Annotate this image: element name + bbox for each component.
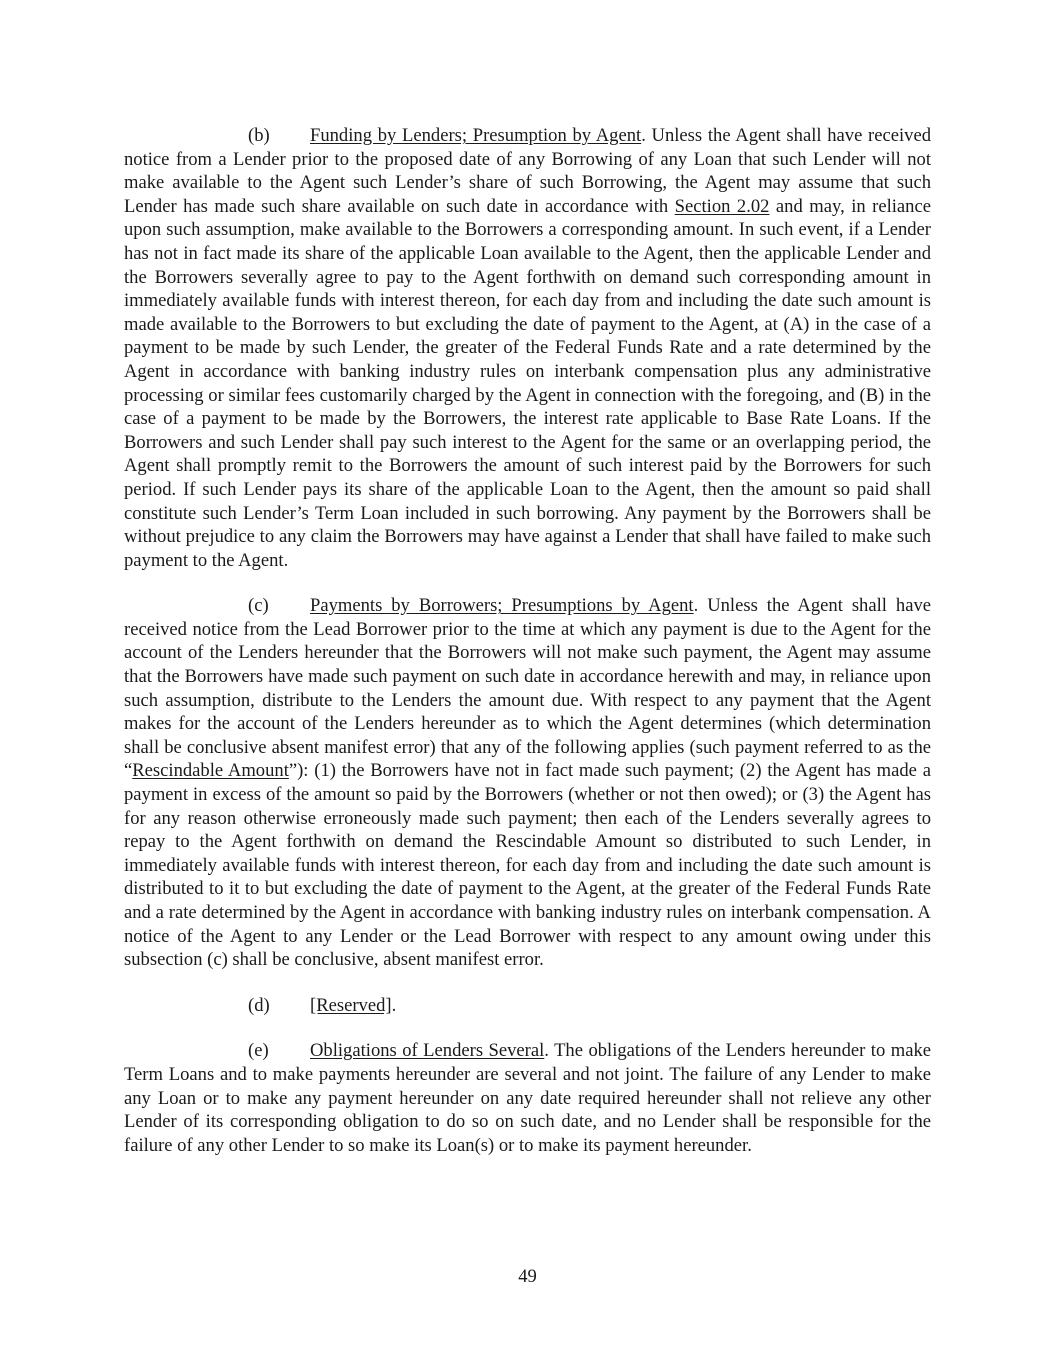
section-e-paragraph (124, 1039, 931, 1157)
document-page (124, 124, 931, 1179)
section-c-heading: Payments by Borrowers; Presumptions by Agent (310, 595, 694, 617)
section-d-label: (d) (248, 994, 270, 1016)
section-b-label: (b) (248, 125, 270, 146)
rescindable-amount-term: Rescindable Amount (132, 760, 289, 782)
section-d-heading: [Reserved] (310, 994, 392, 1016)
section-c-paragraph (124, 594, 931, 972)
section-e-text-1: . The obligations of the Lenders hereunder to make Term Loans and to make payments hereunder are several and not joint. The failure of any Lender to make any Loan or to make any payment hereunder on any date required hereunder shall not relieve any other Lender of its corresponding obligation to do so on such date, and no Lender shall be responsible for the failure of any other Lender to so make its Loan(s) or to make its payment hereunder. (124, 1040, 931, 1156)
section-b-text-1: . Unless the Agent shall have received notice from a Lender prior to the proposed date of any Borrowing of any Loan that such Lender will not make available to the Agent such Lender’s share of such Borrowing, the Agent may assume that such Lender has made such share available on such date in accordance with (124, 125, 932, 217)
page-number: 49 (518, 1266, 537, 1287)
section-2-02-reference: Section 2.02 (674, 195, 770, 217)
section-e-label: (e) (248, 1040, 269, 1062)
section-c-label: (c) (248, 595, 269, 617)
section-d-paragraph (124, 994, 931, 1018)
section-b-paragraph (124, 124, 931, 572)
section-d-text-1: . (391, 994, 397, 1016)
section-e-heading: Obligations of Lenders Several (310, 1040, 545, 1062)
section-b-heading: Funding by Lenders; Presumption by Agent (310, 125, 642, 146)
section-b-text-2: and may, in reliance upon such assumption, make available to the Borrowers a corresponding amount. In such event, if a Lender has not in fact made its share of the applicable Loan available to the Agent, then the applicable Lender and the Borrowers severally agree to pay to the Agent forthwith on demand such corresponding amount in immediately available funds with interest thereon, for each day from and including the date such amount is made available to the Borrowers to but excluding the date of payment to the Agent, at (A) in the case of a payment to be made by such Lender, the greater of the Federal Funds Rate and a rate determined by the Agent in accordance with banking industry rules on interbank compensation plus any administrative processing or similar fees customarily charged by the Agent in connection with the foregoing, and (B) in the case of a payment to be made by the Borrowers, the interest rate applicable to Base Rate Loans. If the Borrowers and such Lender shall pay such interest to the Agent for the same or an overlapping period, the Agent shall promptly remit to the Borrowers the amount of such interest paid by the Borrowers for such period. If such Lender pays its share of the applicable Loan to the Agent, then the amount so paid shall constitute such Lender’s Term Loan included in such borrowing. Any payment by the Borrowers shall be without prejudice to any claim the Borrowers may have against a Lender that shall have failed to make such payment to the Agent. (124, 195, 931, 571)
section-c-text-1: . Unless the Agent shall have received notice from the Lead Borrower prior to the time at which any payment is due to the Agent for the account of the Lenders hereunder that the Borrowers will not make such payment, the Agent may assume that the Borrowers have made such payment on such date in accordance herewith and may, in reliance upon such assumption, distribute to the Lenders the amount due. With respect to any payment that the Agent makes for the account of the Lenders hereunder as to which the Agent determines (which determination shall be conclusive absent manifest error) that any of the following applies (such payment referred to as the “ (124, 595, 931, 782)
section-c-text-2: ”): (1) the Borrowers have not in fact made such payment; (2) the Agent has made a payment in excess of the amount so paid by the Borrowers (whether or not then owed); or (3) the Agent has for any reason otherwise erroneously made such payment; then each of the Lenders severally agrees to repay to the Agent forthwith on demand the Rescindable Amount so distributed to such Lender, in immediately available funds with interest thereon, for each day from and including the date such amount is distributed to it to but excluding the date of payment to the Agent, at the greater of the Federal Funds Rate and a rate determined by the Agent in accordance with banking industry rules on interbank compensation. A notice of the Agent to any Lender or the Lead Borrower with respect to any amount owing under this subsection (c) shall be conclusive, absent manifest error. (124, 760, 931, 971)
